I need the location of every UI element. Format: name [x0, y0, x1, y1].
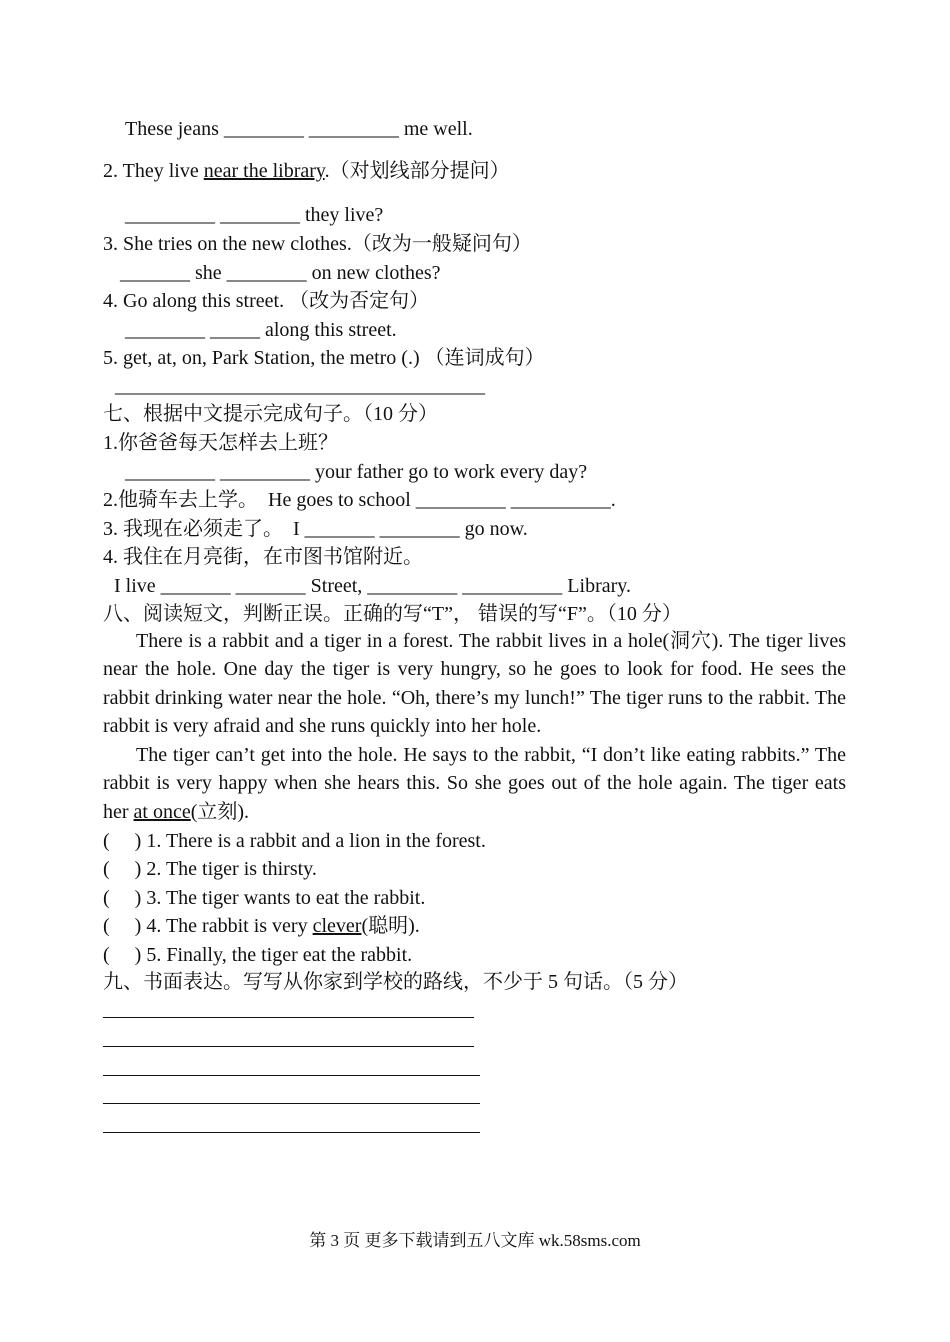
question-7-4-chinese: 4. 我住在月亮街，在市图书馆附近。: [103, 546, 423, 568]
question-6-4-answer: ________ _____ along this street.: [125, 319, 397, 341]
question-6-2-prefix: 2. They live: [103, 160, 204, 182]
question-6-2-underlined: near the library: [203, 160, 325, 182]
question-6-2-answer: _________ ________ they live?: [125, 204, 384, 226]
judgment-item-1: ( ) 1. There is a rabbit and a lion in the forest.: [103, 830, 486, 852]
writing-line: [103, 1046, 474, 1047]
writing-line: [103, 1017, 474, 1018]
reading-paragraph-2: [103, 741, 846, 826]
question-7-3: 3. 我现在必须走了。 I _______ ________ go now.: [103, 518, 528, 540]
judgment-item-3: ( ) 3. The tiger wants to eat the rabbit.: [103, 887, 426, 909]
question-7-1-chinese: 1.你爸爸每天怎样去上班？: [103, 432, 338, 454]
question-7-4-answer: I live _______ _______ Street, _________ __________ Library.: [114, 575, 631, 597]
page-footer: 第 3 页 更多下载请到五八文库 wk.58sms.com: [309, 1231, 641, 1250]
reading-paragraph-2-underlined: at once: [133, 800, 191, 823]
jeans-answer-line: These jeans ________ _________ me well.: [125, 118, 473, 140]
judgment-item-2: ( ) 2. The tiger is thirsty.: [103, 858, 317, 880]
question-6-3: 3. She tries on the new clothes.（改为一般疑问句）: [103, 233, 532, 255]
question-7-2: 2.他骑车去上学。 He goes to school _________ __________.: [103, 489, 616, 511]
writing-line: [103, 1132, 480, 1133]
section-9-heading: 九、书面表达。写写从你家到学校的路线，不少于 5 句话。（5 分）: [103, 971, 688, 993]
judgment-item-4: [103, 914, 420, 938]
question-6-5-answer: _____________________________________: [115, 375, 485, 397]
question-6-2-suffix: .（对划线部分提问）: [324, 160, 510, 182]
writing-line: [103, 1103, 480, 1104]
judgment-item-4-prefix: ( ) 4. The rabbit is very: [103, 915, 313, 937]
question-6-4: 4. Go along this street. （改为否定句）: [103, 290, 430, 312]
reading-paragraph-1: There is a rabbit and a tiger in a forest. The rabbit lives in a hole(洞穴). The tiger lives near the hole. One day the tiger is very hungry, so he goes to look for food. He sees the rabbit drinking water near the hole. “Oh, there’s my lunch!” The tiger runs to the rabbit. The rabbit is very afraid and she runs quickly into her hole.: [103, 630, 846, 738]
writing-line: [103, 1075, 480, 1076]
judgment-item-4-underlined: clever: [312, 915, 362, 937]
question-6-5: 5. get, at, on, Park Station, the metro (.) （连词成句）: [103, 347, 545, 369]
reading-paragraph-2-text: The tiger can’t get into the hole. He says to the rabbit, “I don’t like eating rabbits.” The rabbit is very happy when she hears this. So she goes out of the hole again. The tiger eats her: [103, 744, 846, 823]
judgment-item-4-suffix: (聪明).: [361, 915, 420, 937]
question-7-1-answer: _________ _________ your father go to work every day?: [125, 461, 588, 483]
section-7-heading: 七、根据中文提示完成句子。（10 分）: [103, 403, 438, 425]
reading-paragraph-2-end: (立刻).: [190, 800, 250, 823]
question-6-3-answer: _______ she ________ on new clothes?: [120, 262, 441, 284]
judgment-item-5: ( ) 5. Finally, the tiger eat the rabbit.: [103, 944, 413, 966]
question-6-2: [103, 159, 510, 183]
section-8-heading: 八、阅读短文，判断正误。正确的写“T”， 错误的写“F”。（10 分）: [103, 603, 682, 625]
